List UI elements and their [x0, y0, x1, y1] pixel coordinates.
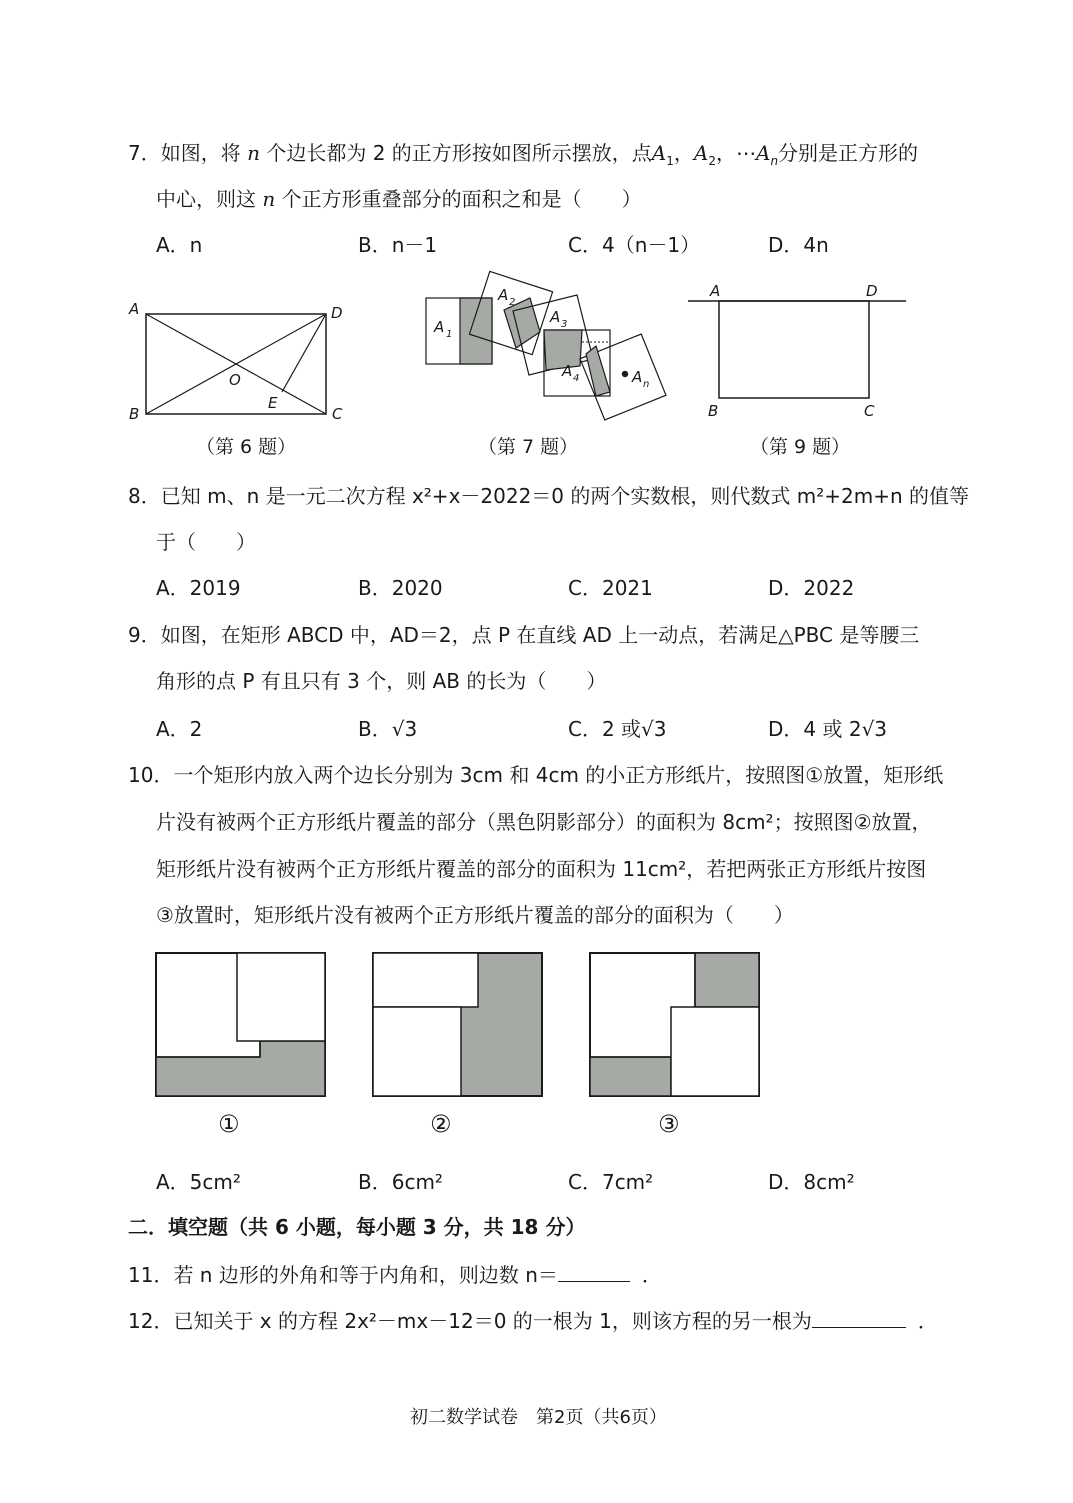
q7-option-c: C．4（n－1）	[568, 233, 701, 257]
figure-9-caption: （第 9 题）	[750, 436, 851, 458]
section-2-title: 二．填空题（共 6 小题，每小题 3 分，共 18 分）	[128, 1215, 586, 1239]
q10-figure-1	[155, 952, 327, 1098]
fig6-label-c: C	[332, 405, 343, 423]
figure-6-caption: （第 6 题）	[196, 436, 297, 458]
q9-line1: 9．如图，在矩形 ABCD 中，AD＝2，点 P 在直线 AD 上一动点，若满足△PBC 是等腰三	[128, 623, 920, 647]
q10-figure-3-label: ③	[658, 1110, 680, 1138]
q8-option-c: C．2021	[568, 576, 653, 600]
q8-option-b: B．2020	[358, 576, 443, 600]
fig6-label-o: O	[229, 371, 241, 389]
q8-option-a: A．2019	[156, 576, 241, 600]
q9-option-c: C．2 或√3	[568, 717, 667, 741]
figure-7-caption: （第 7 题）	[478, 436, 579, 458]
q12-answer-blank	[812, 1307, 906, 1328]
svg-text:n: n	[643, 379, 650, 390]
fig9-label-a: A	[710, 282, 721, 300]
svg-text:4: 4	[573, 373, 580, 384]
q10-figure-1-label: ①	[218, 1110, 240, 1138]
q10-option-a: A．5cm²	[156, 1170, 241, 1194]
q8-option-d: D．2022	[768, 576, 855, 600]
fig9-label-c: C	[864, 402, 875, 420]
fig6-label-a: A	[129, 300, 140, 318]
q10-figure-2	[372, 952, 544, 1098]
q10-figure-3	[589, 952, 761, 1098]
q12-line: 12．已知关于 x 的方程 2x²－mx－12＝0 的一根为 1，则该方程的另一根为 ．	[128, 1309, 938, 1333]
q10-option-c: C．7cm²	[568, 1170, 654, 1194]
svg-text:1: 1	[446, 329, 453, 340]
q9-line2: 角形的点 P 有且只有 3 个，则 AB 的长为（ ）	[156, 669, 607, 693]
q9-option-a: A．2	[156, 717, 203, 741]
fig7-label-a3: A	[550, 308, 561, 326]
q7-option-d: D．4n	[768, 233, 829, 257]
svg-text:3: 3	[561, 319, 568, 330]
q7-option-b: B．n－1	[358, 233, 438, 257]
q8-line1: 8．已知 m、n 是一元二次方程 x²+x－2022＝0 的两个实数根，则代数式 m²+2m+n 的值等	[128, 484, 969, 508]
q10-line1: 10．一个矩形内放入两个边长分别为 3cm 和 4cm 的小正方形纸片，按照图①放置，矩形纸	[128, 763, 944, 787]
fig6-label-d: D	[331, 304, 343, 322]
page-footer: 初二数学试卷 第2页（共6页）	[410, 1407, 667, 1428]
q11-answer-blank	[558, 1261, 630, 1282]
fig6-label-e: E	[268, 394, 278, 412]
fig7-label-a1: A	[434, 318, 445, 336]
q7-line1: 7．如图，将 n 个边长都为 2 的正方形按如图所示摆放，点$A_1$，$A_2$，$\cdots A_n$分别是正方形的	[128, 141, 919, 168]
fig6-label-b: B	[129, 405, 140, 423]
q10-option-b: B．6cm²	[358, 1170, 443, 1194]
fig7-label-an: A	[632, 368, 643, 386]
q9-option-b: B．√3	[358, 717, 418, 741]
q8-line2: 于（ ）	[156, 530, 256, 554]
fig7-label-a2: A	[498, 286, 509, 304]
q10-line2: 片没有被两个正方形纸片覆盖的部分（黑色阴影部分）的面积为 8cm²；按照图②放置，	[156, 810, 932, 834]
q10-figure-2-label: ②	[430, 1110, 452, 1138]
svg-text:2: 2	[509, 297, 516, 308]
q9-option-d: D．4 或 2√3	[768, 717, 888, 741]
q10-line3: 矩形纸片没有被两个正方形纸片覆盖的部分的面积为 11cm²，若把两张正方形纸片按图	[156, 857, 927, 881]
q7-option-a: A．n	[156, 233, 203, 257]
q11-line: 11．若 n 边形的外角和等于内角和，则边数 n＝ ．	[128, 1263, 662, 1287]
q7-line2: 中心，则这 n 个正方形重叠部分的面积之和是（ ）	[156, 187, 642, 211]
fig9-label-b: B	[708, 402, 719, 420]
fig9-label-d: D	[866, 282, 878, 300]
figure-9-rectangle-diagram	[688, 278, 918, 428]
q10-option-d: D．8cm²	[768, 1170, 855, 1194]
q10-line4: ③放置时，矩形纸片没有被两个正方形纸片覆盖的部分的面积为（ ）	[156, 903, 794, 927]
figure-6-rectangle-diagram	[126, 298, 356, 428]
fig7-label-a4: A	[562, 362, 573, 380]
figure-7-squares-diagram	[420, 262, 680, 422]
